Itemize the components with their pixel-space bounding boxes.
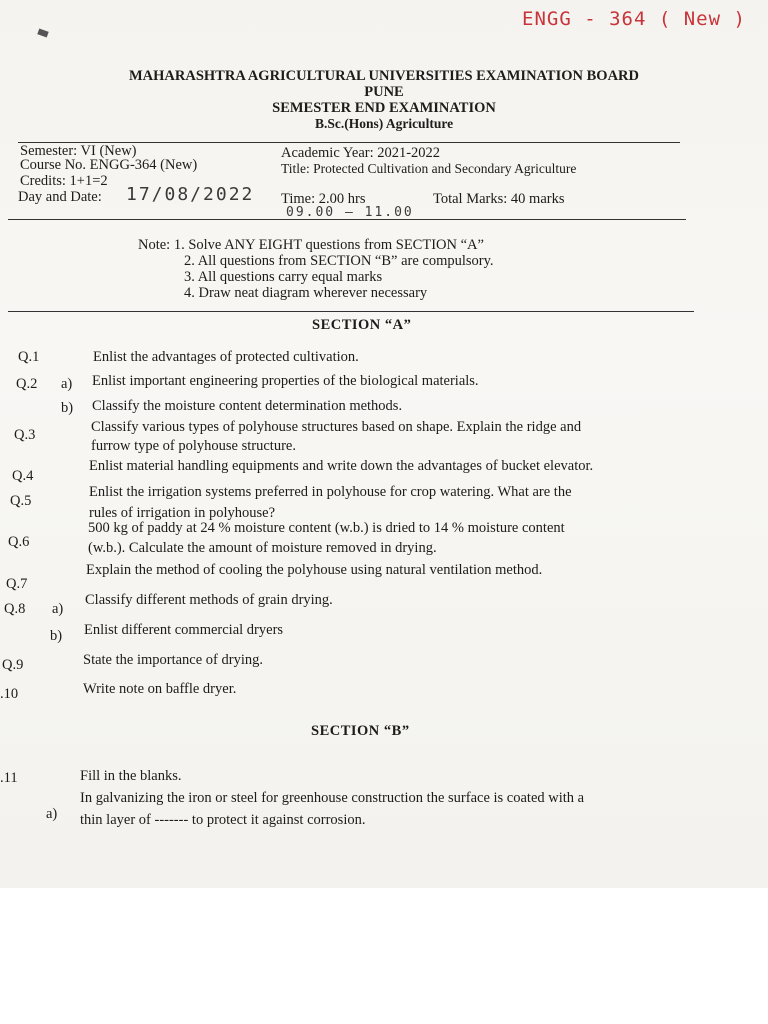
- q5-line1: Enlist the irrigation systems preferred in polyhouse for crop watering. What are the: [89, 484, 572, 500]
- semester-info: Semester: VI (New): [20, 143, 137, 159]
- q6-number: Q.6: [8, 534, 30, 550]
- q3-line2: furrow type of polyhouse structure.: [91, 438, 296, 454]
- q6-line2: (w.b.). Calculate the amount of moisture removed in drying.: [88, 540, 437, 556]
- academic-year: Academic Year: 2021-2022: [281, 145, 441, 161]
- board-title: MAHARASHTRA AGRICULTURAL UNIVERSITIES EXAMINATION BOARD: [128, 68, 639, 84]
- q11a-label: a): [46, 806, 58, 822]
- q5-number: Q.5: [10, 493, 32, 509]
- degree-title: B.Sc.(Hons) Agriculture: [314, 116, 454, 131]
- q1-number: Q.1: [18, 349, 40, 365]
- q8a-label: a): [52, 601, 64, 617]
- corner-mark: [37, 28, 48, 37]
- q5-line2: rules of irrigation in polyhouse?: [89, 505, 276, 521]
- day-date-label: Day and Date:: [18, 189, 102, 205]
- exam-title: SEMESTER END EXAMINATION: [272, 100, 496, 116]
- handwritten-date: 17/08/2022: [126, 184, 255, 205]
- note-3: 3. All questions carry equal marks: [184, 269, 383, 285]
- note-1: Note: 1. Solve ANY EIGHT questions from SECTION “A”: [138, 237, 484, 253]
- handwritten-time: 09.00 – 11.00: [286, 205, 414, 220]
- q1-text: Enlist the advantages of protected cultivation.: [93, 349, 359, 365]
- board-city: PUNE: [364, 84, 404, 100]
- q11a-line1: In galvanizing the iron or steel for greenhouse construction the surface is coated with a: [80, 790, 585, 806]
- q6-line1: 500 kg of paddy at 24 % moisture content (w.b.) is dried to 14 % moisture content: [88, 520, 565, 536]
- q8-number: Q.8: [4, 601, 26, 617]
- q8b-text: Enlist different commercial dryers: [84, 622, 284, 638]
- q9-number: Q.9: [2, 657, 24, 673]
- q8b-label: b): [50, 628, 63, 644]
- q4-number: Q.4: [12, 468, 34, 484]
- note-4: 4. Draw neat diagram wherever necessary: [184, 285, 428, 301]
- q3-number: Q.3: [14, 427, 36, 443]
- credits-info: Credits: 1+1=2: [20, 173, 108, 189]
- q3-line1: Classify various types of polyhouse structures based on shape. Explain the ridge and: [91, 419, 582, 435]
- info-rule: [8, 219, 686, 220]
- section-b-title: SECTION “B”: [311, 723, 410, 739]
- q10-number: .10: [0, 686, 19, 702]
- q10-text: Write note on baffle dryer.: [83, 681, 237, 697]
- q2a-label: a): [61, 376, 73, 392]
- total-marks: Total Marks: 40 marks: [433, 191, 565, 207]
- q2b-text: Classify the moisture content determination methods.: [92, 398, 403, 414]
- q9-text: State the importance of drying.: [83, 652, 263, 668]
- exam-time: Time: 2.00 hrs: [281, 191, 366, 207]
- q2b-label: b): [61, 400, 74, 416]
- section-a-title: SECTION “A”: [312, 317, 412, 333]
- course-info: Course No. ENGG-364 (New): [20, 157, 198, 173]
- course-title: Title: Protected Cultivation and Secondary Agriculture: [281, 161, 577, 176]
- q8a-text: Classify different methods of grain drying.: [85, 592, 333, 608]
- q7-number: Q.7: [6, 576, 28, 592]
- q11a-line2: thin layer of ------- to protect it against corrosion.: [80, 812, 366, 828]
- notes-rule: [8, 311, 694, 312]
- q7-text: Explain the method of cooling the polyhouse using natural ventilation method.: [86, 562, 543, 578]
- note-2: 2. All questions from SECTION “B” are compulsory.: [184, 253, 494, 269]
- q11-number: .11: [0, 770, 18, 786]
- q4-text: Enlist material handling equipments and write down the advantages of bucket elevator.: [89, 458, 594, 474]
- handwritten-course-code: ENGG - 364 ( New ): [522, 8, 746, 30]
- q2a-text: Enlist important engineering properties of the biological materials.: [92, 373, 479, 389]
- q11-text: Fill in the blanks.: [80, 768, 182, 784]
- q2-number: Q.2: [16, 376, 38, 392]
